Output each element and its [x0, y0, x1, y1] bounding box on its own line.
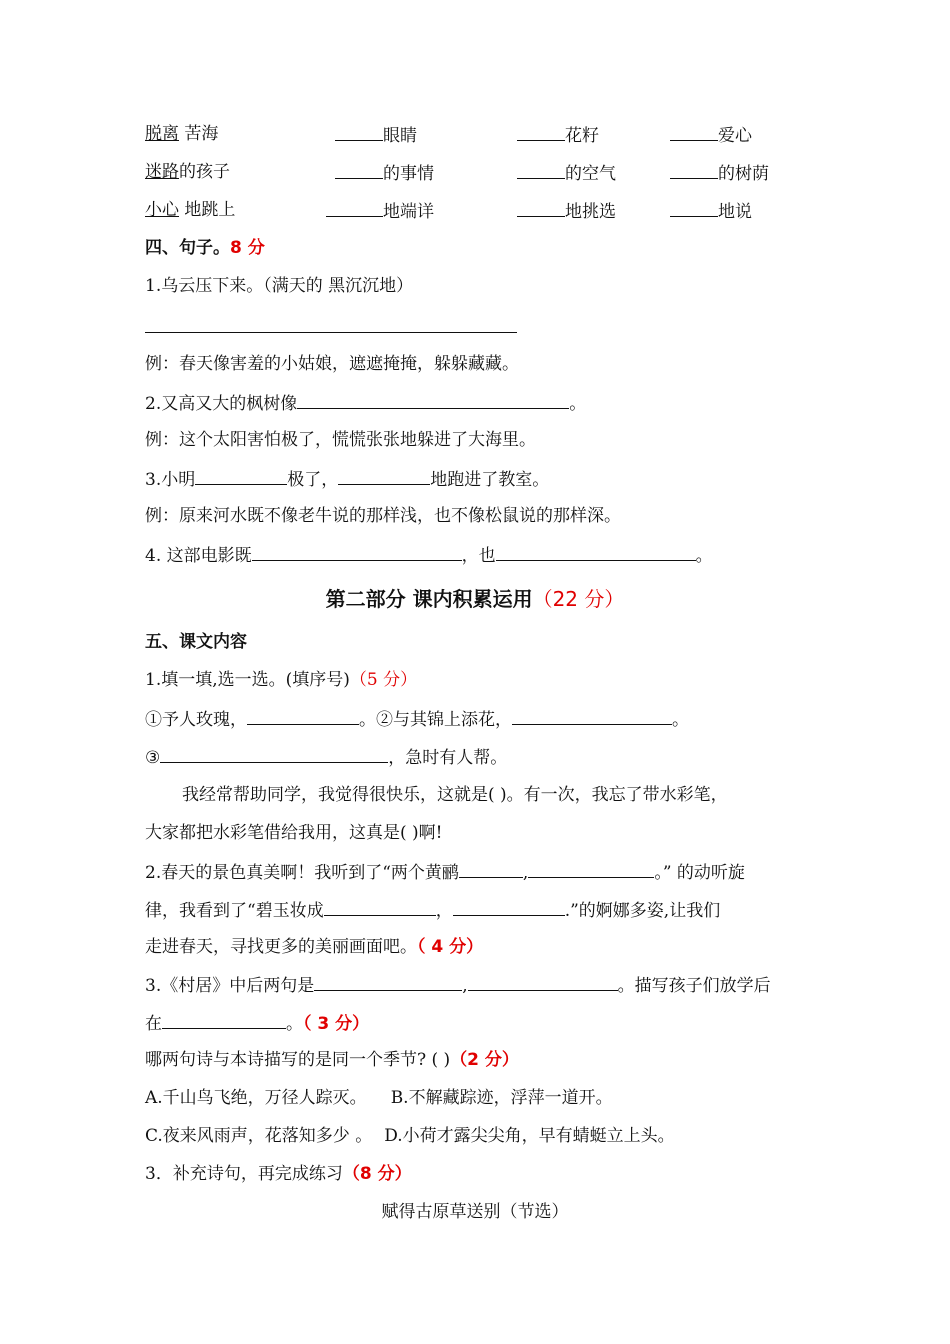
- question-2-line-2: 律，我看到了“碧玉妆成 ， .”的婀娜多姿,让我们: [145, 897, 720, 923]
- options-cd: [145, 1124, 675, 1148]
- question-4-label: 3．补充诗句，再完成练习（8 分）: [145, 1164, 412, 1184]
- question-3-choice-label: 哪两句诗与本诗描写的是同一个季节? ( )（2 分）: [145, 1050, 519, 1070]
- option-d[interactable]: D.小荷才露尖尖角，早有蜻蜓立上头。: [384, 1126, 675, 1146]
- question-1-para-2: 大家都把水彩笔借给我用，这真是( )啊!: [145, 823, 443, 843]
- answer-line-1[interactable]: [145, 332, 517, 333]
- grid-r3-c: 地挑选: [517, 198, 616, 224]
- option-b[interactable]: B.不解藏踪迹，浮萍一道开。: [390, 1088, 613, 1108]
- example-3: 例：原来河水既不像老牛说的那样浅，也不像松鼠说的那样深。: [145, 506, 621, 526]
- option-c[interactable]: C.夜来风雨声，花落知多少 。: [145, 1126, 373, 1146]
- sentence-3: 3.小明 极了， 地跑进了教室。: [145, 466, 549, 492]
- option-a[interactable]: A.千山鸟飞绝，万径人踪灭。: [145, 1088, 367, 1108]
- question-1-row-a: ①予人玫瑰， 。②与其锦上添花， 。: [145, 706, 689, 732]
- question-1-label: 1.填一填,选一选。(填序号)（5 分）: [145, 670, 418, 690]
- grid-r2-b: 的事情: [335, 160, 434, 186]
- grid-r1-c: 花籽: [517, 122, 599, 148]
- question-2-line-3: 走进春天，寻找更多的美丽画面吧。（ 4 分）: [145, 937, 484, 957]
- grid-r3-d: 地说: [670, 198, 752, 224]
- grid-r3-b: 地端详: [326, 198, 434, 224]
- question-2-line-1: 2.春天的景色真美啊！我听到了“两个黄鹂 , 。” 的动听旋: [145, 859, 745, 885]
- grid-r1-b: 眼睛: [335, 122, 417, 148]
- grid-r2-a: 迷路的孩子: [145, 162, 230, 182]
- example-1: 例：春天像害羞的小姑娘，遮遮掩掩，躲躲藏藏。: [145, 354, 519, 374]
- poem-title: 赋得古原草送别（节选）: [381, 1202, 569, 1222]
- grid-r1-a: 脱离 苦海: [145, 124, 219, 144]
- grid-r2-c: 的空气: [517, 160, 616, 186]
- question-1-para-1: 我经常帮助同学，我觉得很快乐，这就是( )。有一次，我忘了带水彩笔，: [182, 785, 728, 805]
- options-ab: [145, 1086, 613, 1110]
- grid-r2-d: 的树荫: [670, 160, 769, 186]
- sentence-2: 2.又高又大的枫树像 。: [145, 390, 586, 416]
- question-3-line-1: 3.《村居》中后两句是 , 。描写孩子们放学后: [145, 972, 771, 998]
- sentence-4: 4. 这部电影既 ，也 。: [145, 542, 713, 568]
- section5-heading: 五、课文内容: [145, 632, 247, 652]
- grid-r1-d: 爱心: [670, 122, 752, 148]
- part2-heading: 第二部分 课内积累运用（22 分）: [325, 587, 625, 611]
- grid-r3-a: 小心 地跳上: [145, 200, 236, 220]
- question-1-row-b: ③ ，急时有人帮。: [145, 744, 507, 770]
- question-3-line-2: 在 。（ 3 分）: [145, 1010, 369, 1036]
- section4-heading: 四、句子。8 分: [145, 238, 265, 258]
- sentence-1: 1.乌云压下来。（满天的 黑沉沉地）: [145, 276, 414, 296]
- example-2: 例：这个太阳害怕极了，慌慌张张地躲进了大海里。: [145, 430, 536, 450]
